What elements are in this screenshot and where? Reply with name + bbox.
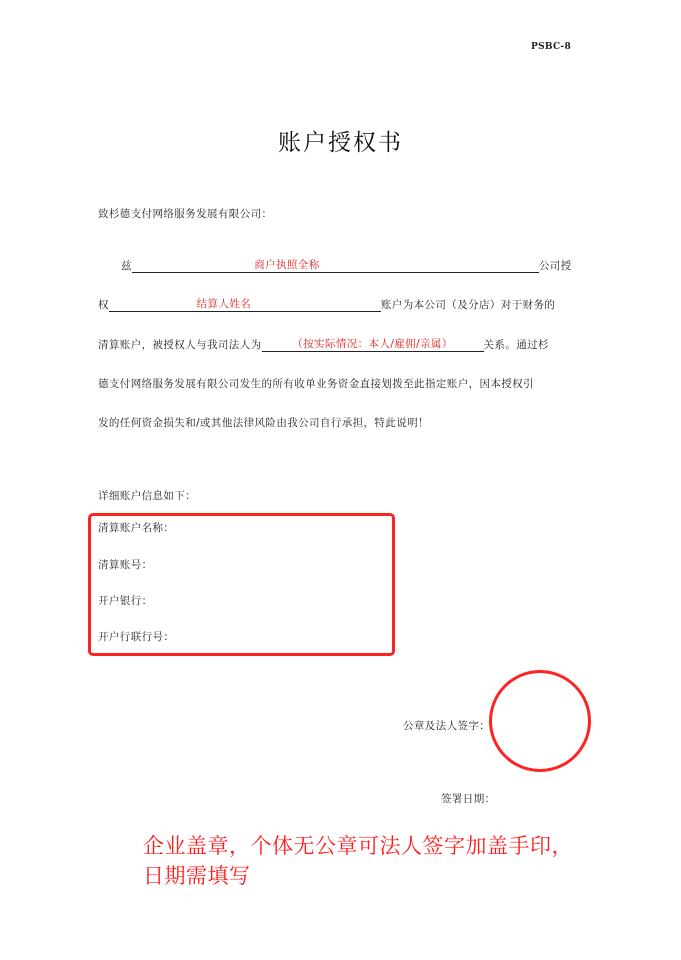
paragraph-line-5: 发的任何资金损失和/或其他法律风险由我公司自行承担，特此说明！ [98,417,429,429]
field-bank-code: 开户行联行号： [98,631,175,643]
settlement-name-blank[interactable] [189,298,259,312]
relationship-placeholder: （按实际情况：本人/雇佣/亲属） [292,338,453,350]
seal-highlight-circle [489,670,591,772]
details-heading: 详细账户信息如下： [98,490,197,502]
relationship-blank[interactable] [284,338,462,352]
line3-start: 清算账户，被授权人与我司法人为 [98,339,262,351]
blank-2b [259,298,381,312]
paragraph-line-2 [98,298,555,312]
annotation-note-line-1: 企业盖章，个体无公章可法人签字加盖手印， [143,834,573,858]
blank-2a [109,298,189,312]
addressee: 致杉德支付网络服务发展有限公司： [98,208,273,220]
paragraph-line-3 [98,338,549,352]
field-account-name: 清算账户名称： [98,522,175,534]
line2-end: 账户为本公司（及分店）对于财务的 [380,299,556,311]
blank-1a [132,259,247,273]
line1-end: 公司授 [538,260,572,272]
field-bank: 开户银行： [98,595,153,607]
seal-signature-label: 公章及法人签字： [403,720,491,732]
paragraph-line-1 [121,259,572,273]
blank-1b [327,259,539,273]
line2-start: 权 [98,299,109,311]
settlement-name-placeholder: 结算人姓名 [196,298,252,310]
paragraph-line-4: 德支付网络服务发展有限公司发生的所有收单业务资金直接划拨至此指定账户，因本授权引 [98,378,534,390]
form-code: PSBC-8 [531,42,572,52]
blank-3b [462,338,484,352]
field-account-number: 清算账号： [98,559,153,571]
line1-start: 兹 [121,260,132,272]
blank-3a [262,338,284,352]
account-info-highlight-box [88,513,395,656]
sign-date-label: 签署日期： [441,793,496,805]
line3-end: 关系。通过杉 [483,339,549,351]
annotation-note-line-2: 日期需填写 [143,864,251,888]
merchant-name-placeholder: 商户执照全称 [254,259,320,271]
merchant-name-blank[interactable] [247,259,327,273]
document-title: 账户授权书 [278,130,403,156]
